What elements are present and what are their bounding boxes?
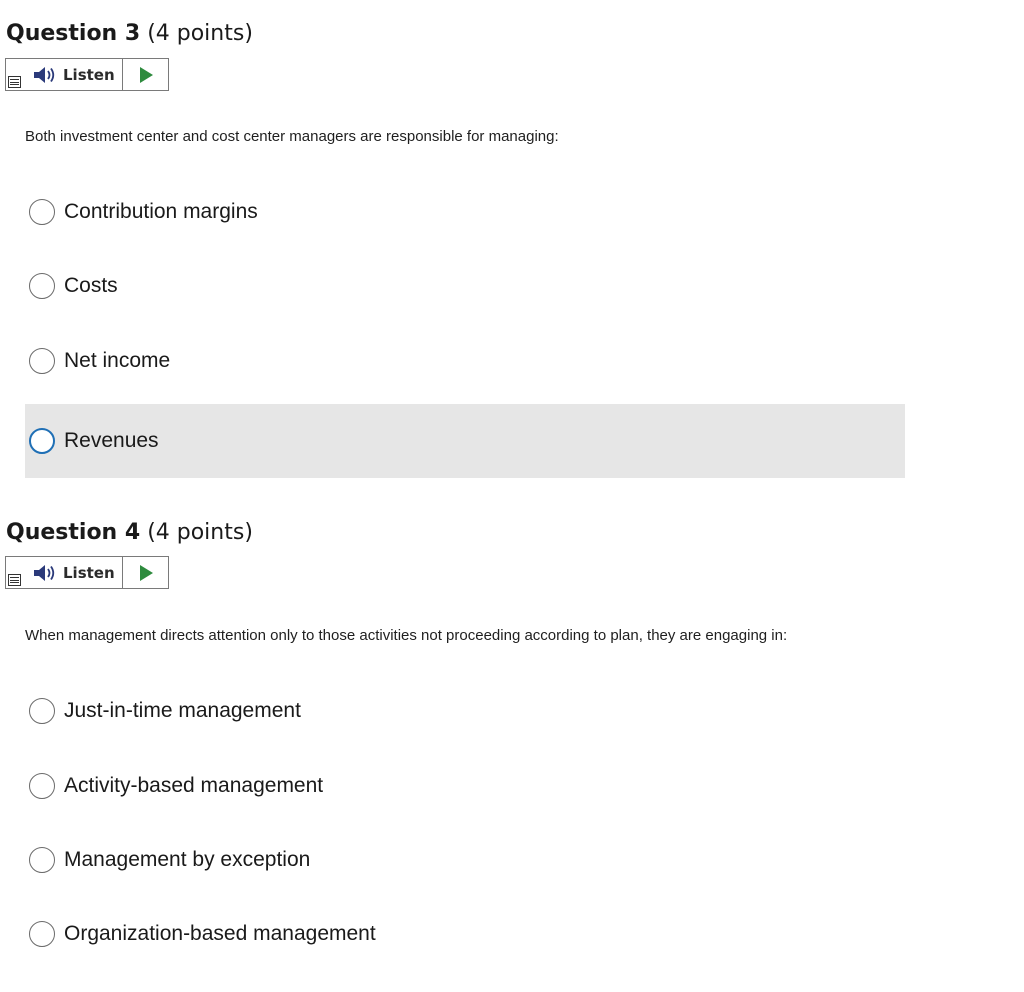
listen-button[interactable]: [6, 59, 123, 90]
listen-button[interactable]: [6, 557, 123, 588]
play-icon: [140, 67, 153, 83]
radio-button[interactable]: [29, 921, 55, 947]
radio-button[interactable]: [29, 273, 55, 299]
radio-button[interactable]: [29, 348, 55, 374]
answer-label: Activity-based management: [64, 774, 324, 797]
answer-option[interactable]: [25, 175, 905, 249]
question-points: (4 points): [147, 520, 253, 545]
question-heading: [6, 20, 253, 48]
answer-label: Revenues: [64, 429, 159, 452]
answer-label: Organization-based management: [64, 922, 376, 945]
play-icon: [140, 565, 153, 581]
listen-label: Listen: [63, 65, 115, 84]
answer-option[interactable]: [25, 249, 905, 323]
question-title: Question 4: [6, 520, 141, 545]
question-heading: [6, 519, 253, 547]
play-button[interactable]: [123, 557, 168, 588]
menu-icon[interactable]: [8, 574, 21, 586]
answer-option[interactable]: [25, 749, 905, 823]
answer-label: Management by exception: [64, 848, 311, 871]
radio-button[interactable]: [29, 698, 55, 724]
radio-button[interactable]: [29, 847, 55, 873]
answer-label: Net income: [64, 349, 171, 372]
question-title: Question 3: [6, 21, 141, 46]
question-prompt: Both investment center and cost center managers are responsible for managing:: [25, 128, 559, 145]
radio-button[interactable]: [29, 428, 55, 454]
listen-label: Listen: [63, 563, 115, 582]
radio-button[interactable]: [29, 199, 55, 225]
answer-option[interactable]: [25, 897, 905, 971]
radio-button[interactable]: [29, 773, 55, 799]
answer-option[interactable]: [25, 674, 905, 748]
speaker-icon: [33, 564, 59, 582]
menu-icon[interactable]: [8, 76, 21, 88]
question-points: (4 points): [147, 21, 253, 46]
answer-option-hovered[interactable]: [25, 404, 905, 478]
speaker-icon: [33, 66, 59, 84]
play-button[interactable]: [123, 59, 168, 90]
answer-label: Contribution margins: [64, 200, 258, 223]
answer-label: Just-in-time management: [64, 699, 301, 722]
answer-option[interactable]: [25, 324, 905, 398]
answer-label: Costs: [64, 274, 118, 297]
listen-widget: [5, 556, 169, 589]
answer-option[interactable]: [25, 823, 905, 897]
question-prompt: When management directs attention only to those activities not proceeding according to plan, they are engaging in:: [25, 627, 788, 644]
listen-widget: [5, 58, 169, 91]
